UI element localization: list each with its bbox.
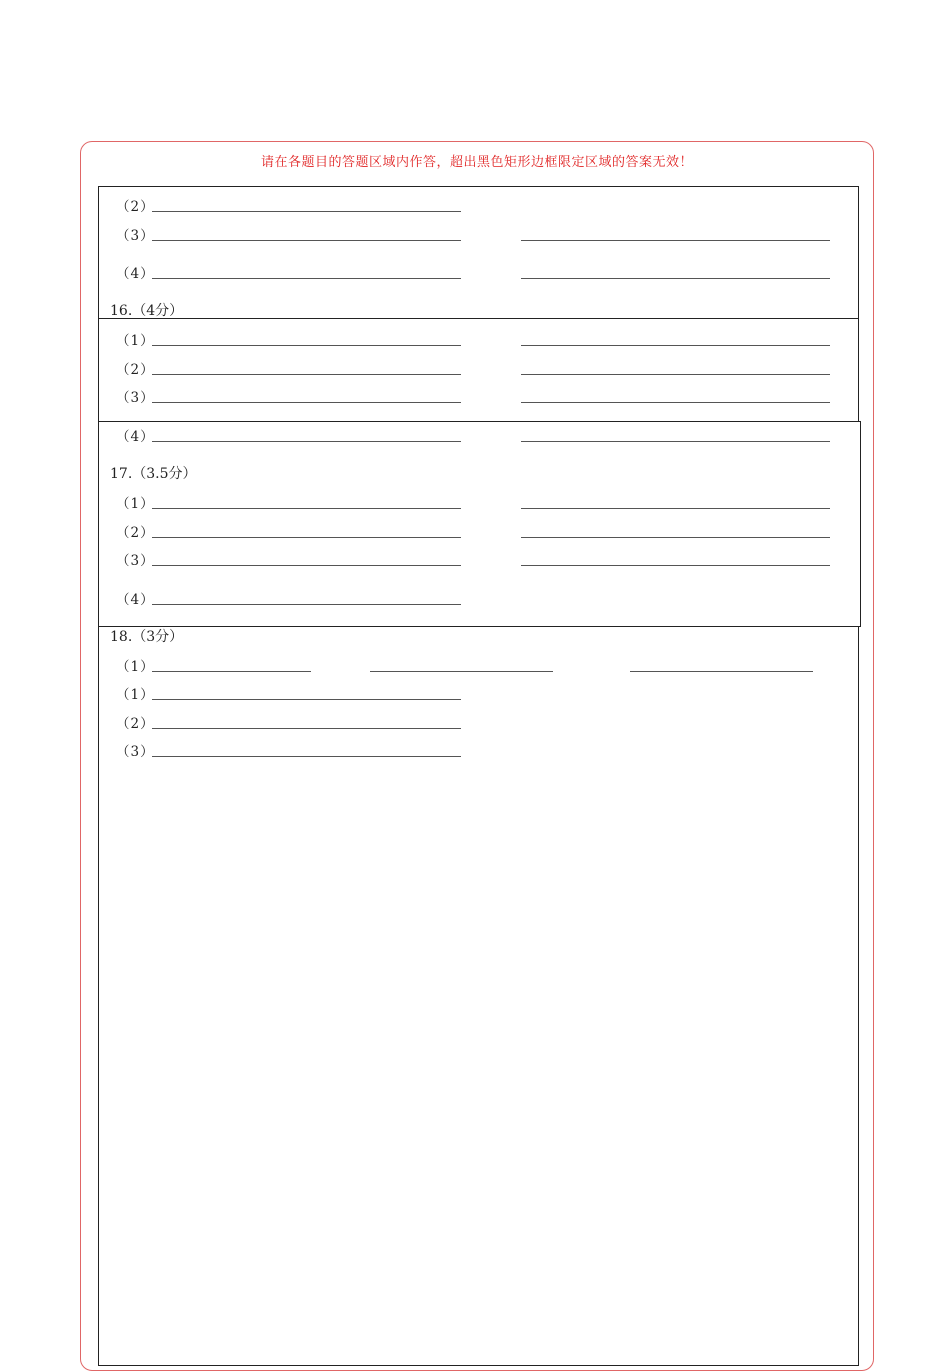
q17-item-3-label: （3） [116, 553, 155, 569]
q16-item-2-line-a[interactable] [152, 374, 461, 375]
q16-title: 16.（4分） [110, 303, 184, 319]
answer-box-18 [98, 626, 859, 1366]
q16-item-4-line-b[interactable] [521, 441, 830, 442]
q15-item-2-line-a[interactable] [152, 211, 461, 212]
q16-item-3-line-b[interactable] [521, 402, 830, 403]
q18-item-2-label: （2） [116, 716, 155, 732]
q18-item-3-line-a[interactable] [152, 756, 461, 757]
q15-item-3-label: （3） [116, 228, 155, 244]
q17-item-3-line-b[interactable] [521, 565, 830, 566]
q16-item-2-label: （2） [116, 362, 155, 378]
q15-item-3-line-b[interactable] [521, 240, 830, 241]
q18-item-2-line-a[interactable] [152, 728, 461, 729]
q17-item-4-line-a[interactable] [152, 604, 461, 605]
q17-title: 17.（3.5分） [110, 466, 197, 482]
q16-item-4-line-a[interactable] [152, 441, 461, 442]
q16-item-4-label: （4） [116, 429, 155, 445]
answer-box-15 [98, 186, 859, 319]
answer-box-16 [98, 318, 859, 422]
q16-item-1-label: （1） [116, 333, 155, 349]
q16-item-3-label: （3） [116, 390, 155, 406]
q18-item-1a-line-a[interactable] [152, 671, 311, 672]
q17-item-1-label: （1） [116, 496, 155, 512]
q18-item-3-label: （3） [116, 744, 155, 760]
q16-item-1-line-a[interactable] [152, 345, 461, 346]
answer-notice: 请在各题目的答题区域内作答，超出黑色矩形边框限定区域的答案无效！ [260, 155, 693, 170]
q15-item-4-label: （4） [116, 266, 155, 282]
q17-item-2-label: （2） [116, 525, 155, 541]
q17-item-3-line-a[interactable] [152, 565, 461, 566]
q15-item-4-line-b[interactable] [521, 278, 830, 279]
q18-item-1a-line-c[interactable] [630, 671, 813, 672]
q17-item-1-line-a[interactable] [152, 508, 461, 509]
q15-item-3-line-a[interactable] [152, 240, 461, 241]
q17-item-2-line-b[interactable] [521, 537, 830, 538]
q15-item-2-label: （2） [116, 199, 155, 215]
q15-item-4-line-a[interactable] [152, 278, 461, 279]
q16-item-2-line-b[interactable] [521, 374, 830, 375]
answer-box-17 [98, 421, 861, 627]
q17-item-2-line-a[interactable] [152, 537, 461, 538]
q16-item-3-line-a[interactable] [152, 402, 461, 403]
q16-item-1-line-b[interactable] [521, 345, 830, 346]
q18-item-1b-label: （1） [116, 687, 155, 703]
q17-item-1-line-b[interactable] [521, 508, 830, 509]
q18-item-1a-line-b[interactable] [370, 671, 553, 672]
q18-item-1b-line-a[interactable] [152, 699, 461, 700]
q18-item-1a-label: （1） [116, 659, 155, 675]
q18-title: 18.（3分） [110, 629, 184, 645]
q17-item-4-label: （4） [116, 592, 155, 608]
